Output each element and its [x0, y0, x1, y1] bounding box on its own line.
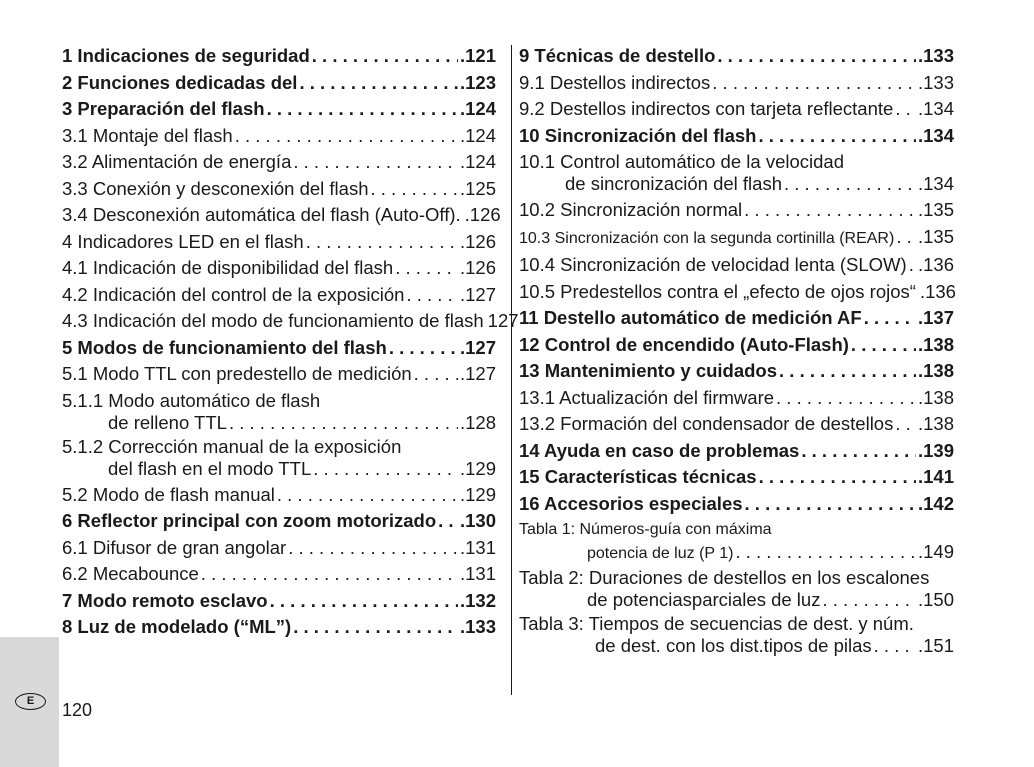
toc-page-number: .138 [917, 360, 954, 381]
toc-entry [62, 43, 496, 70]
dot-leader [717, 43, 916, 70]
toc-entry [62, 335, 496, 362]
toc-page-number: .127 [459, 363, 496, 384]
toc-page-number: .127 [459, 283, 496, 305]
toc-page-number: .131 [459, 536, 496, 558]
toc-page-number: .134 [917, 98, 954, 119]
dot-leader [801, 438, 916, 465]
dot-leader [864, 305, 916, 332]
toc-entry [62, 614, 496, 641]
toc-entry-title: 3.3 Conexión y desconexión del flash [62, 177, 369, 199]
toc-left-column [62, 43, 519, 641]
toc-page-number: .138 [917, 413, 954, 434]
toc-entry [62, 123, 496, 150]
toc-page-number: .149 [917, 541, 954, 562]
dot-leader [438, 508, 458, 535]
toc-entry-title: 5.1.2 Corrección manual de la exposición [62, 435, 402, 457]
dot-leader [312, 43, 458, 70]
toc-entry-title: 16 Accesorios especiales [519, 492, 743, 514]
dot-leader [758, 123, 916, 150]
toc-entry [519, 252, 954, 279]
dot-leader [288, 535, 458, 562]
dot-leader [277, 482, 458, 509]
toc-entry-title: 10.4 Sincronización de velocidad lenta (SLOW) [519, 254, 907, 275]
toc-entry-title: 3.1 Montaje del flash [62, 124, 233, 146]
toc-entry-title: Tabla 3: Tiempos de secuencias de dest. y núm. [519, 613, 914, 634]
dot-leader [395, 255, 458, 282]
toc-entry [519, 519, 954, 565]
toc-entry-title: 10.5 Predestellos contra el „efecto de ojos rojos“ [519, 280, 916, 302]
toc-page-number: .151 [917, 635, 954, 656]
toc-entry [62, 70, 496, 97]
language-badge: E [15, 693, 46, 710]
dot-leader [909, 252, 916, 279]
toc-page-number: .135 [917, 199, 954, 220]
toc-entry-title-cont: de sincronización del flash [565, 173, 782, 194]
dot-leader [779, 358, 916, 385]
toc-entry-title: 3 Preparación del flash [62, 98, 265, 119]
toc-page-number: .138 [917, 386, 954, 408]
toc-page-number: .135 [917, 225, 954, 247]
dot-leader [201, 561, 458, 588]
toc-entry-title: 2 Funciones dedicadas del [62, 71, 298, 93]
dot-leader [389, 335, 458, 362]
toc-entry [519, 197, 954, 224]
toc-entry [62, 482, 496, 509]
toc-entry [62, 588, 496, 615]
dot-leader [414, 361, 458, 388]
toc-entry [62, 361, 496, 388]
dot-leader [299, 70, 458, 97]
dot-leader [851, 332, 916, 359]
toc-entry-title: 9.2 Destellos indirectos con tarjeta reflectante [519, 98, 894, 119]
toc-entry [62, 561, 496, 588]
dot-leader [822, 589, 916, 611]
toc-page-number: .136 [919, 280, 956, 302]
toc-entry-title: 10 Sincronización del flash [519, 124, 757, 146]
toc-entry-title: 10.1 Control automático de la velocidad [519, 151, 844, 172]
toc-entry-title: 6.2 Mecabounce [62, 563, 199, 584]
page-number: 120 [62, 700, 93, 720]
dot-leader [235, 123, 458, 150]
toc-entry [519, 491, 954, 518]
toc-entry-title: 5 Modos de funcionamiento del flash [62, 336, 387, 358]
toc-right-column [519, 43, 954, 659]
toc-entry-title: 8 Luz de modelado (“ML”) [62, 616, 292, 637]
toc-entry [519, 567, 954, 611]
toc-entry-title: 4.3 Indicación del modo de funcionamiento de flash [62, 310, 484, 331]
toc-entry [62, 96, 496, 123]
toc-entry-title: 11 Destello automático de medición AF [519, 307, 862, 328]
column-divider [511, 45, 512, 695]
toc-entry [62, 308, 519, 335]
toc-entry [62, 202, 501, 229]
toc-page-number: .130 [459, 510, 496, 531]
toc-entry-title: 12 Control de encendido (Auto-Flash) [519, 333, 849, 355]
toc-entry [519, 151, 954, 195]
toc-page-number: .126 [459, 230, 496, 252]
dot-leader [306, 229, 458, 256]
toc-page-number: .124 [459, 124, 496, 146]
toc-page-number: .123 [459, 71, 496, 93]
toc-entry-title: 13.1 Actualización del firmware [519, 386, 775, 408]
toc-page-number: .133 [917, 45, 954, 66]
toc-entry [519, 96, 954, 123]
dot-leader [776, 385, 916, 412]
toc-page-number: .136 [917, 254, 954, 275]
dot-leader [293, 614, 458, 641]
toc-entry-title: 5.1.1 Modo automático de flash [62, 389, 321, 411]
toc-entry-title: 13 Mantenimiento y cuidados [519, 360, 778, 381]
toc-entry [519, 411, 954, 438]
dot-leader [313, 458, 458, 480]
toc-entry [62, 508, 496, 535]
toc-entry-title: Tabla 2: Duraciones de destellos en los escalones [519, 567, 930, 588]
toc-page-number: .121 [459, 45, 496, 66]
toc-entry [519, 464, 954, 491]
toc-entry-title-cont: potencia de luz (P 1) [587, 545, 734, 562]
toc-entry [519, 613, 954, 657]
toc-entry [62, 255, 496, 282]
toc-page-number: .150 [917, 589, 954, 610]
toc-entry [519, 70, 954, 97]
dot-leader [267, 96, 458, 123]
toc-entry-title: 10.3 Sincronización con la segunda cortinilla (REAR) [519, 229, 895, 247]
toc-entry [62, 282, 496, 309]
toc-entry-title: 13.2 Formación del condensador de destellos [519, 413, 894, 434]
toc-page-number: 127 [487, 310, 519, 331]
dot-leader [895, 96, 916, 123]
toc-entry-title: 5.1 Modo TTL con predestello de medición [62, 363, 412, 384]
toc-entry-title-cont: del flash en el modo TTL [108, 457, 312, 479]
toc-entry-title: 5.2 Modo de flash manual [62, 483, 275, 505]
toc-entry-title: 4 Indicadores LED en el flash [62, 230, 304, 252]
toc-entry [519, 224, 954, 253]
toc-entry-title: 3.4 Desconexión automática del flash (Auto-Off). [62, 204, 461, 225]
toc-page-number: .139 [917, 439, 954, 461]
toc-entry-title: Tabla 1: Números-guía con máxima [519, 521, 772, 538]
toc-entry-title: 7 Modo remoto esclavo [62, 589, 268, 611]
toc-page-number: .127 [459, 336, 496, 358]
toc-page-number: .132 [459, 589, 496, 611]
toc-page-number: .124 [459, 151, 496, 172]
toc-page-number: .128 [459, 411, 496, 433]
toc-entry-title: 4.2 Indicación del control de la exposición [62, 283, 405, 305]
dot-leader [229, 412, 458, 434]
dot-leader [406, 282, 458, 309]
toc-page-number: .133 [459, 616, 496, 637]
dot-leader [745, 491, 916, 518]
toc-page-number: .129 [459, 483, 496, 505]
toc-entry-title-cont: de dest. con los dist.tipos de pilas [595, 635, 872, 656]
dot-leader [895, 411, 916, 438]
toc-entry-title: 3.2 Alimentación de energía [62, 151, 292, 172]
dot-leader [735, 541, 916, 563]
toc-entry-title: 4.1 Indicación de disponibilidad del flash [62, 257, 394, 278]
toc-page-number: .124 [459, 98, 496, 119]
toc-entry-title: 6.1 Difusor de gran angolar [62, 536, 287, 558]
toc-entry-title: 15 Características técnicas [519, 466, 757, 487]
toc-page-number: .141 [917, 466, 954, 487]
dot-leader [293, 149, 458, 176]
toc-entry-title: 10.2 Sincronización normal [519, 199, 743, 220]
dot-leader [874, 635, 916, 657]
dot-leader [784, 173, 916, 195]
toc-entry [62, 229, 496, 256]
toc-entry [62, 176, 496, 203]
toc-entry [62, 390, 496, 434]
toc-page-number: .134 [917, 124, 954, 146]
toc-entry [62, 436, 496, 480]
toc-entry-title-cont: de potenciasparciales de luz [587, 589, 821, 610]
toc-entry [519, 123, 954, 150]
toc-entry-title: 1 Indicaciones de seguridad [62, 45, 310, 66]
dot-leader [744, 197, 916, 224]
toc-page-number: .142 [917, 492, 954, 514]
dot-leader [270, 588, 458, 615]
toc-entry [519, 279, 954, 306]
toc-entry-title: 6 Reflector principal con zoom motorizado [62, 510, 437, 531]
toc-page-number: .129 [459, 457, 496, 479]
toc-entry [519, 385, 954, 412]
toc-entry [519, 305, 954, 332]
toc-entry [519, 438, 954, 465]
toc-page-number: .134 [917, 173, 954, 194]
toc-entry [62, 149, 496, 176]
dot-leader [896, 224, 916, 251]
toc-entry-title: 14 Ayuda en caso de problemas [519, 439, 800, 461]
toc-page-number: .126 [464, 204, 501, 225]
toc-entry [519, 43, 954, 70]
toc-page-number: .133 [917, 71, 954, 93]
toc-entry-title-cont: de relleno TTL [108, 411, 227, 433]
toc-entry-title: 9.1 Destellos indirectos [519, 71, 711, 93]
toc-entry-title: 9 Técnicas de destello [519, 45, 716, 66]
toc-page-number: .131 [459, 563, 496, 584]
toc-page-number: .126 [459, 257, 496, 278]
toc-page-number: .125 [459, 177, 496, 199]
toc-entry [62, 535, 496, 562]
dot-leader [712, 70, 916, 97]
dot-leader [759, 464, 916, 491]
toc-entry [519, 332, 954, 359]
toc-entry [519, 358, 954, 385]
dot-leader [370, 176, 458, 203]
toc-page-number: .138 [917, 333, 954, 355]
toc-page-number: .137 [917, 307, 954, 328]
